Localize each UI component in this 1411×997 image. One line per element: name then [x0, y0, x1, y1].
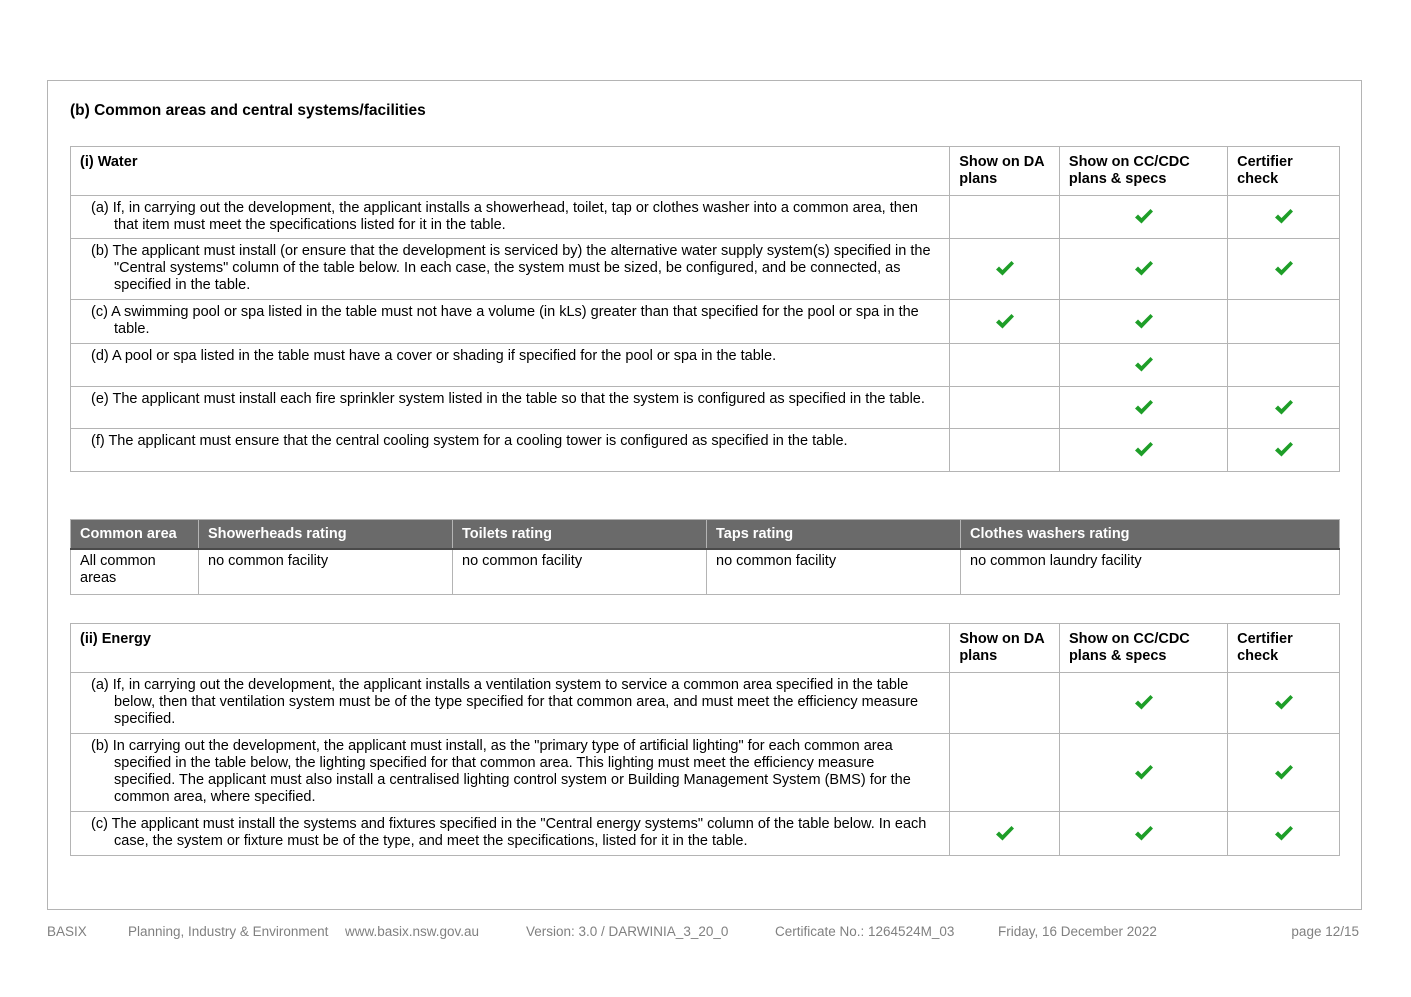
rating-col-taps: Taps rating: [707, 520, 961, 550]
rating-col-common-area: Common area: [71, 520, 199, 550]
rating-col-showerheads: Showerheads rating: [199, 520, 453, 550]
common-area-rating-table: [70, 519, 1340, 595]
da-check-cell: [950, 812, 1060, 856]
requirement-text: (f) The applicant must ensure that the central cooling system for a cooling tower is configured as specified in the table.: [91, 433, 848, 449]
cc-check-cell: [1059, 812, 1227, 856]
cert-check-cell: [1228, 300, 1340, 344]
checkmark-icon: [1134, 694, 1154, 712]
energy-col-cc: Show on CC/CDC plans & specs: [1059, 624, 1227, 673]
table-row: [71, 734, 1340, 812]
cc-check-cell: [1059, 300, 1227, 344]
checkmark-icon: [995, 313, 1015, 331]
da-check-cell: [950, 387, 1060, 429]
footer-department: Planning, Industry & Environment: [128, 924, 329, 939]
rating-cell-area: All common areas: [71, 549, 199, 595]
cc-check-cell: [1059, 196, 1227, 239]
footer-url[interactable]: www.basix.nsw.gov.au: [345, 924, 480, 939]
checkmark-icon: [1274, 825, 1294, 843]
da-check-cell: [950, 239, 1060, 300]
table-row: [71, 549, 1340, 595]
water-heading: (i) Water: [71, 147, 950, 196]
water-col-da: Show on DA plans: [950, 147, 1060, 196]
cert-check-cell: [1228, 734, 1340, 812]
checkmark-icon: [1134, 208, 1154, 226]
checkmark-icon: [1274, 260, 1294, 278]
table-row: [71, 429, 1340, 472]
requirement-text: (b) The applicant must install (or ensure that the development is serviced by) the alternative water supply system(s) specified in the "Central systems" column of the table below. In each case, the system must be sized, be configured, and be connected, as specified in the table.: [91, 243, 931, 293]
table-row: [71, 387, 1340, 429]
footer-date: Friday, 16 December 2022: [998, 924, 1157, 939]
requirement-text: (a) If, in carrying out the development, the applicant installs a ventilation system to service a common area specified in the table below, then that ventilation system must be of the type specified for that common area, and must meet the efficiency measure specified.: [91, 677, 919, 727]
da-check-cell: [950, 344, 1060, 387]
table-row: [71, 300, 1340, 344]
checkmark-icon: [1134, 441, 1154, 459]
energy-col-da: Show on DA plans: [950, 624, 1060, 673]
requirement-text: (a) If, in carrying out the development, the applicant installs a showerhead, toilet, tap or clothes washer into a common area, then that item must meet the specifications listed for it in the table.: [91, 200, 918, 233]
footer-version: Version: 3.0 / DARWINIA_3_20_0: [526, 924, 729, 939]
requirement-text: (e) The applicant must install each fire sprinkler system listed in the table so that the system is configured as specified in the table.: [91, 391, 925, 407]
water-col-cert: Certifier check: [1228, 147, 1340, 196]
checkmark-icon: [1274, 764, 1294, 782]
cc-check-cell: [1059, 239, 1227, 300]
cc-check-cell: [1059, 673, 1227, 734]
rating-cell-toilets: no common facility: [453, 549, 707, 595]
energy-col-cert: Certifier check: [1228, 624, 1340, 673]
cert-check-cell: [1228, 239, 1340, 300]
table-row: [71, 239, 1340, 300]
cert-check-cell: [1228, 344, 1340, 387]
da-check-cell: [950, 300, 1060, 344]
checkmark-icon: [1274, 694, 1294, 712]
cc-check-cell: [1059, 734, 1227, 812]
da-check-cell: [950, 196, 1060, 239]
energy-heading: (ii) Energy: [71, 624, 950, 673]
da-check-cell: [950, 673, 1060, 734]
footer-page-number: page 12/15: [1291, 924, 1359, 939]
requirement-text: (d) A pool or spa listed in the table must have a cover or shading if specified for the pool or spa in the table.: [91, 348, 777, 364]
rating-cell-showerheads: no common facility: [199, 549, 453, 595]
table-row: [71, 196, 1340, 239]
da-check-cell: [950, 734, 1060, 812]
da-check-cell: [950, 429, 1060, 472]
cc-check-cell: [1059, 429, 1227, 472]
water-requirements-table: [70, 146, 1340, 472]
cert-check-cell: [1228, 429, 1340, 472]
checkmark-icon: [995, 260, 1015, 278]
cc-check-cell: [1059, 344, 1227, 387]
cert-check-cell: [1228, 673, 1340, 734]
table-row: [71, 673, 1340, 734]
checkmark-icon: [1274, 208, 1294, 226]
rating-col-clothes-washers: Clothes washers rating: [961, 520, 1340, 550]
table-row: [71, 344, 1340, 387]
requirement-text: (c) The applicant must install the systems and fixtures specified in the "Central energy systems" column of the table below. In each case, the system or fixture must be of the type, and meet the specifications, listed for it in the table.: [91, 816, 927, 849]
rating-cell-taps: no common facility: [707, 549, 961, 595]
checkmark-icon: [1134, 825, 1154, 843]
checkmark-icon: [1134, 313, 1154, 331]
checkmark-icon: [995, 825, 1015, 843]
rating-col-toilets: Toilets rating: [453, 520, 707, 550]
checkmark-icon: [1134, 764, 1154, 782]
checkmark-icon: [1274, 441, 1294, 459]
footer-basix: BASIX: [47, 924, 87, 939]
energy-requirements-table: [70, 623, 1340, 856]
cc-check-cell: [1059, 387, 1227, 429]
section-title: (b) Common areas and central systems/facilities: [70, 102, 426, 119]
cert-check-cell: [1228, 196, 1340, 239]
checkmark-icon: [1134, 356, 1154, 374]
cert-check-cell: [1228, 812, 1340, 856]
checkmark-icon: [1274, 399, 1294, 417]
water-col-cc: Show on CC/CDC plans & specs: [1059, 147, 1227, 196]
checkmark-icon: [1134, 399, 1154, 417]
checkmark-icon: [1134, 260, 1154, 278]
cert-check-cell: [1228, 387, 1340, 429]
requirement-text: (c) A swimming pool or spa listed in the table must not have a volume (in kLs) greater than that specified for the pool or spa in the table.: [91, 304, 919, 337]
table-row: [71, 812, 1340, 856]
requirement-text: (b) In carrying out the development, the applicant must install, as the "primary type of artificial lighting" for each common area specified in the table below, the lighting specified for that common area. This lighting must meet the efficiency measure specified. The applicant must also install a centralised lighting control system or Building Management System (BMS) for the common area, where specified.: [91, 738, 911, 805]
footer-certificate: Certificate No.: 1264524M_03: [775, 924, 955, 939]
rating-cell-clothes-washers: no common laundry facility: [961, 549, 1340, 595]
